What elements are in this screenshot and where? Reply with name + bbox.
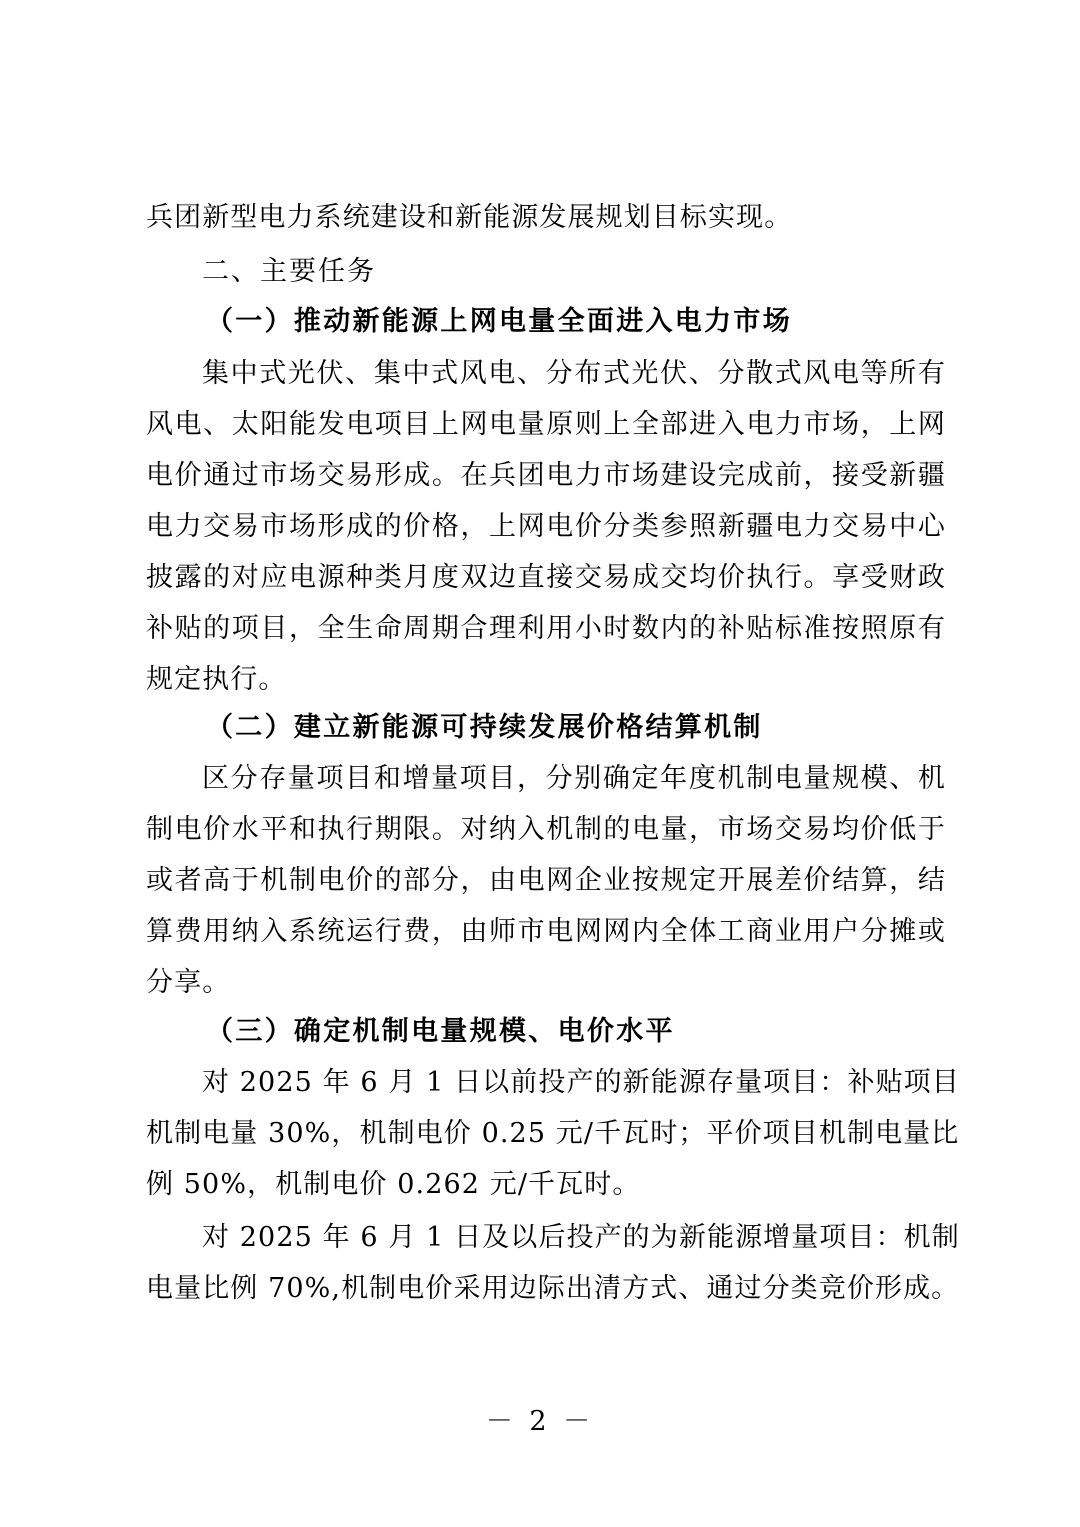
paragraph-line: 补贴的项目，全生命周期合理利用小时数内的补贴标准按照原有 <box>146 613 946 644</box>
paragraph-line: 分享。 <box>146 967 231 998</box>
paragraph-line: 电价通过市场交易形成。在兵团电力市场建设完成前，接受新疆 <box>146 460 946 491</box>
section-heading: 二、主要任务 <box>202 256 376 287</box>
paragraph-line: 算费用纳入系统运行费，由师市电网网内全体工商业用户分摊或 <box>146 916 946 947</box>
paragraph-line: 规定执行。 <box>146 664 287 695</box>
paragraph-line: 例 50%，机制电价 0.262 元/千瓦时。 <box>146 1169 641 1200</box>
paragraph-line: 电力交易市场形成的价格，上网电价分类参照新疆电力交易中心 <box>146 511 946 542</box>
paragraph-line: 披露的对应电源种类月度双边直接交易成交均价执行。享受财政 <box>146 562 946 593</box>
paragraph-line: 风电、太阳能发电项目上网电量原则上全部进入电力市场，上网 <box>146 409 946 440</box>
subsection-heading-3: （三）确定机制电量规模、电价水平 <box>206 1016 675 1047</box>
subsection-heading-1: （一）推动新能源上网电量全面进入电力市场 <box>206 306 792 337</box>
page-number: － 2 － <box>485 1406 595 1437</box>
paragraph-line: 或者高于机制电价的部分，由电网企业按规定开展差价结算，结 <box>146 865 946 896</box>
paragraph-line: 对 2025 年 6 月 1 日及以后投产的为新能源增量项目：机制 <box>202 1222 960 1253</box>
paragraph-line: 电量比例 70%,机制电价采用边际出清方式、通过分类竞价形成。 <box>146 1273 960 1304</box>
paragraph-line: 机制电量 30%，机制电价 0.25 元/千瓦时；平价项目机制电量比 <box>146 1118 960 1149</box>
paragraph-continuation: 兵团新型电力系统建设和新能源发展规划目标实现。 <box>146 202 793 233</box>
paragraph-line: 区分存量项目和增量项目，分别确定年度机制电量规模、机 <box>202 763 946 794</box>
paragraph-line: 制电价水平和执行期限。对纳入机制的电量，市场交易均价低于 <box>146 814 946 845</box>
subsection-heading-2: （二）建立新能源可持续发展价格结算机制 <box>206 712 763 743</box>
paragraph-line: 集中式光伏、集中式风电、分布式光伏、分散式风电等所有 <box>202 358 946 389</box>
paragraph-line: 对 2025 年 6 月 1 日以前投产的新能源存量项目：补贴项目 <box>202 1067 960 1098</box>
